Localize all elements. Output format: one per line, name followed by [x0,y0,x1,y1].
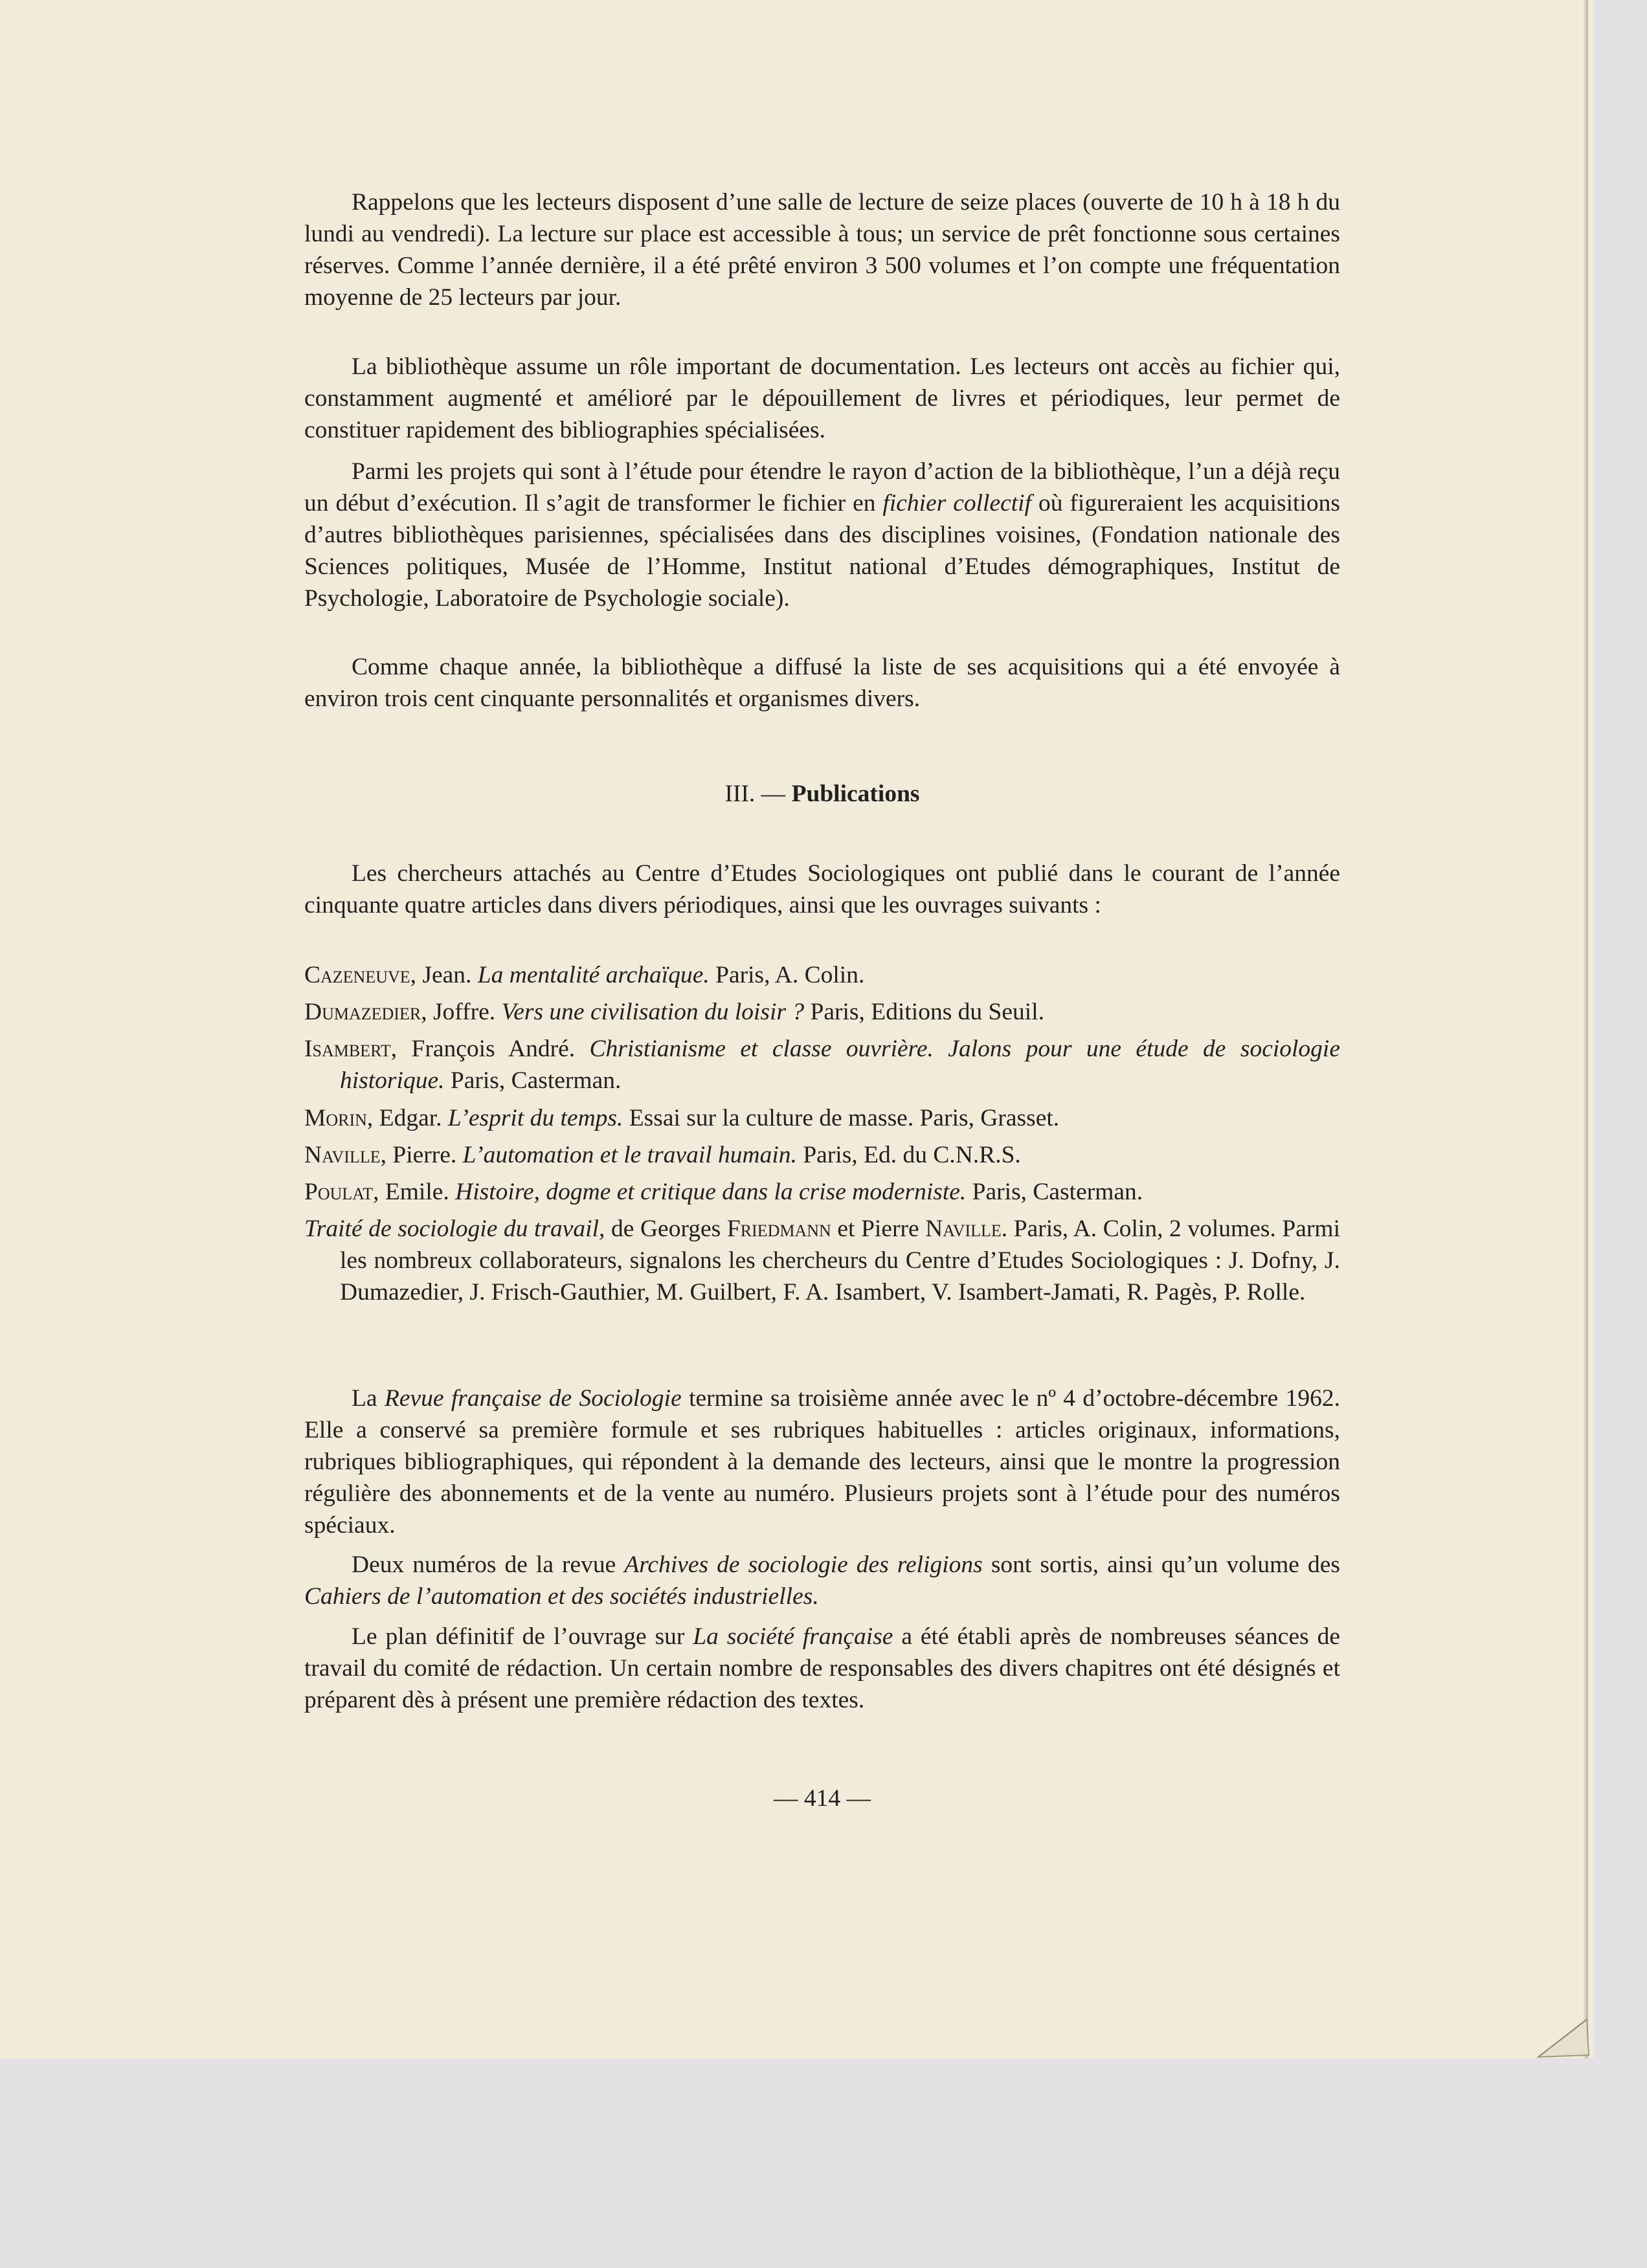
section-title: Publications [791,781,920,807]
paragraph-intro: Les chercheurs attachés au Centre d’Etudes Sociologiques ont publié dans le courant de l’année cinquante quatre articles dans divers périodiques, ainsi que les ouvrages suivants : [304,860,1340,918]
paragraph-societe [304,1621,1340,1716]
section-heading [304,778,1340,810]
book-entry-traite [304,1213,1340,1308]
archives-text-a: Deux numéros de la revue [352,1551,625,1578]
societe-text-b: a été établi après de nombreuses séances de travail du comité de rédaction. Un certain nombre de responsables des divers chapitres ont été désignés et préparent dès à présent une première rédaction des textes. [304,1623,1340,1713]
traite-author-1: Friedmann [726,1216,831,1242]
traite-text-b: et Pierre [831,1216,926,1242]
page-number: — 414 — [774,1785,871,1812]
paragraph-acquisitions: Comme chaque année, la bibliothèque a diffusé la liste de ses acquisitions qui a été envoyée à environ trois cent cinquante personnalités et organismes divers. [304,654,1340,712]
paragraph-reading-room: Rappelons que les lecteurs disposent d’une salle de lecture de seize places (ouverte de 10 h à 18 h du lundi au vendredi). La lecture sur place est accessible à tous; un service de prêt fonctionne sous certaines réserves. Comme l’année dernière, il a été prêté environ 3 500 volumes et l’on compte une fréquentation moyenne de 25 lecteurs par jour. [304,189,1340,311]
cahiers-title: Cahiers de l’automation et des sociétés industrielles. [304,1583,819,1610]
book-publisher: Essai sur la culture de masse. Paris, Grasset. [623,1105,1060,1131]
book-author: Poulat [304,1179,374,1205]
societe-text-a: Le plan définitif de l’ouvrage sur [352,1623,693,1650]
paragraph-projects [304,456,1340,614]
traite-author-2: Naville [925,1216,1002,1242]
book-author: Cazeneuve [304,962,410,988]
book-publisher: Paris, Editions du Seuil. [804,999,1045,1025]
revue-text-a: La [352,1385,385,1412]
revue-text-b: termine sa troisième année avec le nº 4 d’octobre-décembre 1962. Elle a conservé sa première formule et ses rubriques habituelles : articles originaux, informations, rubriques bibliographiques, qui répondent à la demande des lecteurs, ainsi que le montre la progression régulière des abonnements et de la vente au numéro. Plusieurs projets sont à l’étude pour des numéros spéciaux. [304,1385,1340,1539]
book-publisher: Paris, A. Colin. [709,962,865,988]
paragraph-archives [304,1549,1340,1612]
book-entry [304,1033,1340,1096]
paragraph-revue [304,1383,1340,1541]
book-entry [304,1139,1340,1171]
book-entry [304,1176,1340,1208]
book-publisher: Paris, Ed. du C.N.R.S. [796,1142,1021,1168]
societe-title: La société française [693,1623,893,1650]
book-author-rest: , François André. [390,1036,590,1062]
book-publisher: Paris, Casterman. [966,1179,1143,1205]
traite-title: Traité de sociologie du travail, [304,1216,605,1242]
archives-text-b: sont sortis, ainsi qu’un volume des [982,1551,1340,1578]
book-author: Dumazedier [304,999,421,1025]
book-author-rest: , Edgar. [366,1105,448,1131]
projects-italic: fichier collectif [882,490,1032,517]
page-edge-line [1586,0,1587,2058]
book-publisher: Paris, Casterman. [444,1067,622,1094]
book-entry [304,1102,1340,1134]
book-title: Christianisme et classe ouvrière. Jalons pour une étude de sociologie historique. [340,1036,1340,1094]
paragraph-documentation: La bibliothèque assume un rôle important de documentation. Les lecteurs ont accès au fichier qui, constamment augmenté et amélioré par le dépouillement de livres et périodiques, leur permet de constituer rapidement des bibliographies spécialisées. [304,353,1340,443]
book-title: Histoire, dogme et critique dans la crise moderniste. [455,1179,967,1205]
dog-ear-fold [1525,2007,1590,2058]
projects-text-a: Parmi les projets qui sont à l’étude pour étendre le rayon d’action de la bibliothèque, l’un a déjà reçu un début d’exécution. Il s’agit de transformer le fichier en [304,458,1340,517]
book-title: L’esprit du temps. [447,1105,623,1131]
traite-text-c: . Paris, A. Colin, 2 volumes. Parmi les nombreux collaborateurs, signalons les chercheurs du Centre d’Etudes Sociologiques : J. Dofny, J. Dumazedier, J. Frisch-Gauthier, M. Guilbert, F. A. Isambert, V. Isambert-Jamati, R. Pagès, P. Rolle. [340,1216,1340,1306]
book-author: Morin [304,1105,367,1131]
book-author-rest: , Pierre. [380,1142,463,1168]
book-entry [304,959,1340,991]
book-author-rest: , Emile. [373,1179,456,1205]
projects-text-b: où figureraient les acquisitions d’autres bibliothèques parisiennes, spécialisées dans des disciplines voisines, (Fondation nationale des Sciences politiques, Musée de l’Homme, Institut national d’Etudes démographiques, Institut de Psychologie, Laboratoire de Psychologie sociale). [304,490,1340,612]
book-author-rest: , Joffre. [421,999,502,1025]
traite-text-a: de Georges [605,1216,727,1242]
book-author: Isambert [304,1036,391,1062]
book-title: La mentalité archaïque. [477,962,710,988]
book-entry [304,996,1340,1028]
book-author: Naville [304,1142,381,1168]
book-author-rest: , Jean. [410,962,478,988]
section-number: III. — [724,781,792,807]
book-title: Vers une civilisation du loisir ? [501,999,805,1025]
archives-title: Archives de sociologie des religions [624,1551,983,1578]
book-title: L’automation et le travail humain. [462,1142,797,1168]
revue-title: Revue française de Sociologie [384,1385,682,1412]
